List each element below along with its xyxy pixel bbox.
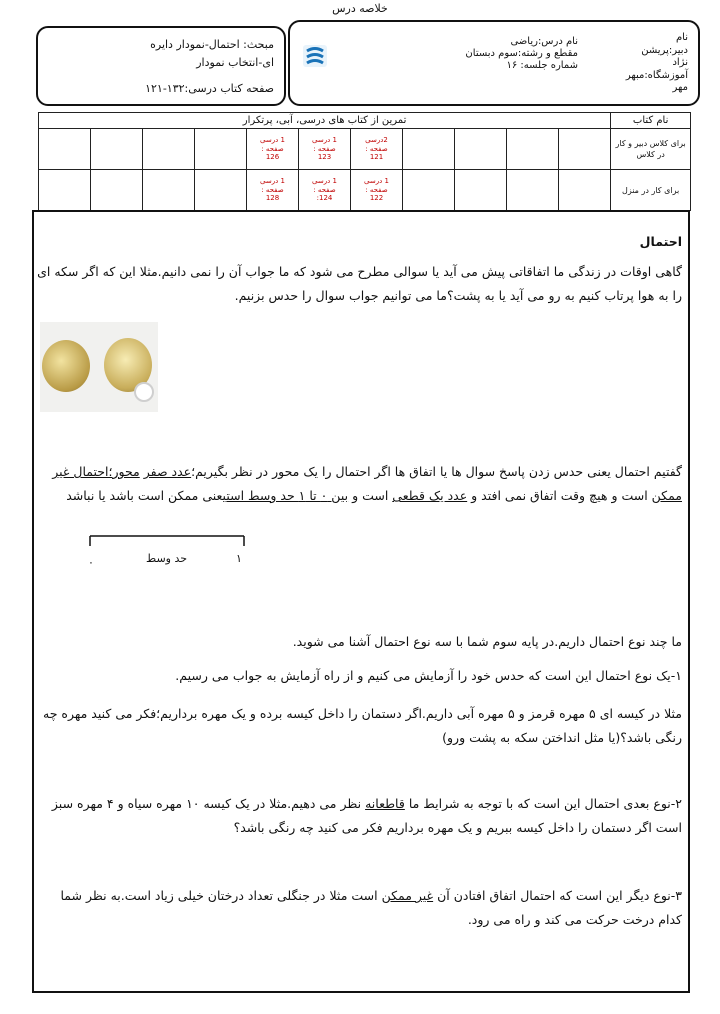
topic-line-1: مبحث: احتمال-نمودار دایره bbox=[150, 38, 274, 51]
coin-photo bbox=[40, 322, 158, 412]
topic-line-2: ای-انتخاب نمودار bbox=[196, 56, 274, 69]
text: گفتیم احتمال یعنی حدس زدن پاسخ سوال ها یا اتفاق ها اگر احتمال را یک محور در نظر بگیریم؛ bbox=[191, 464, 682, 479]
info-line: شماره جلسه: ۱۶ bbox=[506, 60, 578, 71]
exercise-cell: 1 درسی صفحه : 122 bbox=[351, 170, 403, 211]
probability-axis bbox=[88, 532, 248, 550]
coin-stamp bbox=[134, 382, 154, 402]
exercise-cell: 1 درسی صفحه : 128 bbox=[247, 170, 299, 211]
exercise-table bbox=[38, 112, 691, 211]
table-header-title: تمرین از کتاب های درسی، آبی، پرتکرار bbox=[39, 113, 611, 129]
info-line: نام bbox=[675, 32, 688, 43]
row-label-classwork: برای کلاس دبیر و کار در کلاس bbox=[611, 129, 691, 170]
course-info bbox=[465, 36, 578, 72]
text: احتمال غیر ممکن bbox=[52, 464, 682, 503]
info-line: دبیر:پریشن bbox=[641, 44, 688, 56]
type-3 bbox=[36, 884, 682, 932]
text: است و bbox=[352, 488, 389, 503]
info-line: مهر bbox=[672, 82, 688, 93]
table-header-label: نام کتاب bbox=[611, 113, 691, 129]
coin-front bbox=[42, 340, 90, 392]
section-heading: احتمال bbox=[639, 234, 682, 249]
text: عدد صفر bbox=[143, 464, 192, 479]
text: است و هیچ وقت اتفاق نمی افتد و bbox=[471, 488, 648, 503]
table-row bbox=[39, 170, 691, 211]
text: عدد یک قطعی bbox=[392, 488, 468, 503]
text: نظر می دهیم.مثلا در یک کیسه ۱۰ مهره سیاه و ۴ مهره سبز است اگر دستمان را داخل کیسه ببریم و یک مهره برداریم فکر می کنید چه رنگی باشد؟ bbox=[51, 796, 682, 835]
school-logo-icon bbox=[301, 42, 329, 70]
axis-label-middle: حد وسط bbox=[146, 552, 188, 565]
axis-label-one: ۱ bbox=[236, 552, 242, 565]
text: ۳-نوع دیگر این است که احتمال اتفاق افتادن آن bbox=[437, 888, 682, 903]
types-intro: ما چند نوع احتمال داریم.در پایه سوم شما با سه نوع احتمال آشنا می شوید. bbox=[292, 634, 682, 649]
text: قاطعانه bbox=[365, 796, 405, 811]
info-line: مقطع و رشته:سوم دبستان bbox=[465, 48, 578, 59]
type-1: ۱-یک نوع احتمال این است که حدس خود را آزمایش می کنیم و از راه آزمایش به جواب می رسیم. bbox=[175, 668, 682, 683]
exercise-cell: 1 درسی صفحه : 123 bbox=[299, 129, 351, 170]
definition-paragraph bbox=[36, 460, 682, 508]
intro-paragraph: گاهی اوقات در زندگی ما اتفاقاتی پیش می آید یا سوالی مطرح می شود که ما جواب آن را نمی دانیم.مثلا این که اگر سکه ای را به هوا پرتاب کنیم به رو می آید یا به پشت؟ما می توانیم جواب سوال را حدس بزنیم. bbox=[37, 264, 682, 303]
textbook-pages: صفحه کتاب درسی:۱۳۲-۱۲۱ bbox=[145, 82, 274, 95]
table-row bbox=[39, 129, 691, 170]
row-label-homework: برای کار در منزل bbox=[611, 170, 691, 211]
text: یعنی ممکن است باشد یا نباشد bbox=[66, 488, 227, 503]
topic-box bbox=[36, 26, 286, 106]
text: ۲-نوع بعدی احتمال این است که با توجه به شرایط ما bbox=[408, 796, 682, 811]
type-2 bbox=[36, 792, 682, 840]
exercise-cell: 1 درسی صفحه : 124: bbox=[299, 170, 351, 211]
lesson-info-box bbox=[288, 20, 700, 106]
info-line: آموزشگاه:مبهر bbox=[625, 69, 688, 81]
text: است مثلا در جنگلی تعداد درختان خیلی زیاد است.به نظر شما کدام درخت حرکت می کند و راه می رود. bbox=[60, 888, 682, 927]
text: بین ۰ تا ۱ حد وسط است bbox=[226, 488, 349, 503]
info-line: نژاد bbox=[672, 57, 688, 68]
axis-label-zero: ۰ bbox=[88, 556, 94, 569]
page-header: خلاصه درس bbox=[332, 2, 388, 15]
exercise-cell: 1 درسی صفحه : 126 bbox=[247, 129, 299, 170]
text: غیر ممکن bbox=[381, 888, 434, 903]
text: محور؛ bbox=[108, 464, 140, 479]
info-line: نام درس:ریاضی bbox=[510, 36, 578, 47]
exercise-cell: 2درسی صفحه : 121 bbox=[351, 129, 403, 170]
teacher-info bbox=[626, 32, 688, 95]
type-1-example: مثلا در کیسه ای ۵ مهره قرمز و ۵ مهره آبی داریم.اگر دستمان را داخل کیسه برده و یک مهره برداریم؛فکر می کنید مهره چه رنگی باشد؟(یا مثل انداختن سکه به پشت ورو) bbox=[43, 706, 682, 745]
